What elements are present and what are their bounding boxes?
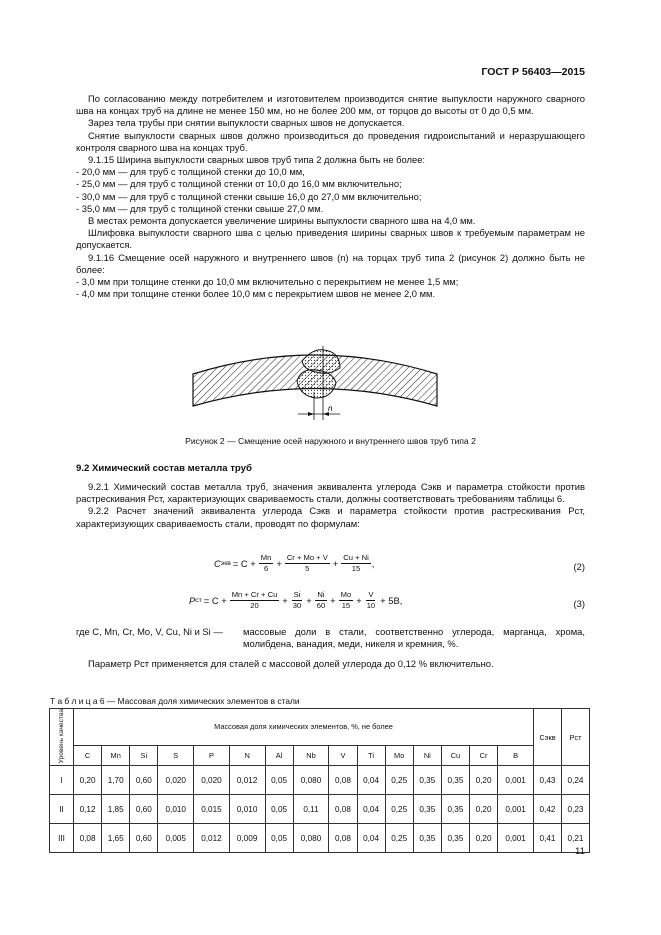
definitions-rhs: массовые доли в стали, соответственно углерода, марганца, хрома, молибдена, ванадия, меди, никеля и кремния, %. <box>243 626 585 650</box>
paragraph: 9.1.15 Ширина выпуклости сварных швов труб типа 2 должна быть не более: <box>88 154 426 166</box>
value-cell: 0,35 <box>413 824 441 853</box>
formula-pst: P ст = C + $\frac{Mn + Cr + Cu}{20}$ + $\frac{Si}{30}$ + $\frac{Ni}{60}$ + $\frac{Mo}{15}$ + $\frac{V}{10}$ + 5B, (3) <box>189 590 585 610</box>
value-cell: 0,35 <box>441 795 469 824</box>
value-cell: 0,08 <box>329 795 357 824</box>
level-cell: III <box>50 824 74 853</box>
element-header: Ti <box>357 745 385 765</box>
formula-lhs-symbol: P <box>189 595 196 606</box>
fraction: $\frac{Mn}{6}$ <box>260 553 272 573</box>
element-header: B <box>498 745 534 765</box>
list-item: - 4,0 мм при толщине стенки более 10,0 мм с перекрытием швов не менее 2,0 мм. <box>76 288 436 300</box>
element-header: S <box>158 745 194 765</box>
paragraph: По согласованию между потребителем и изготовителем производится снятие выпуклости наружного сварного шва на концах труб на длине не менее 150 мм, но не более 200 мм, от торцов до высоты от 0 до 0,5 мм. <box>76 93 585 117</box>
value-cell: 0,010 <box>158 795 194 824</box>
body-text <box>76 93 585 300</box>
formula-tail: + 5B, <box>380 595 403 606</box>
table-row <box>50 795 590 824</box>
formula-number: (3) <box>573 598 585 609</box>
paragraph: Шлифовка выпуклости сварного шва с целью приведения ширины сварных швов к требуемым параметрам не допускается. <box>76 227 585 251</box>
value-cell: 1,65 <box>102 824 130 853</box>
list-item: - 3,0 мм при толщине стенки до 10,0 мм включительно с перекрытием не менее 1,5 мм; <box>76 276 459 288</box>
level-cell: II <box>50 795 74 824</box>
value-cell: 0,015 <box>194 795 230 824</box>
table-row <box>50 766 590 795</box>
figure-caption: Рисунок 2 — Смещение осей наружного и внутреннего швов труб типа 2 <box>185 436 476 446</box>
page-number: 11 <box>575 846 585 857</box>
group-header: Массовая доля химических элементов, %, не более <box>74 709 534 746</box>
formula-tail: , <box>371 558 375 569</box>
value-cell: 0,001 <box>498 795 534 824</box>
formula-lead: = C + <box>232 558 256 569</box>
value-cell: 0,05 <box>265 766 293 795</box>
pst-header: Pст <box>562 709 590 766</box>
formula-number: (2) <box>573 561 585 572</box>
value-cell: 0,20 <box>470 824 498 853</box>
value-cell: 0,25 <box>385 824 413 853</box>
fraction: $\frac{Mo}{15}$ <box>340 590 352 610</box>
value-cell: 0,08 <box>74 824 102 853</box>
formula-lhs-symbol: C <box>214 558 221 569</box>
weld-offset-figure <box>190 338 440 428</box>
element-header: C <box>74 745 102 765</box>
value-cell: 1,70 <box>102 766 130 795</box>
value-cell: 0,11 <box>293 795 329 824</box>
value-cell: 0,009 <box>229 824 265 853</box>
paragraph: 9.2.2 Расчет значений эквивалента углерода Cэкв и параметра стойкости против растрескивания Pст, характеризующих свариваемость стали, проводят по формулам: <box>76 505 585 529</box>
value-cell: 0,020 <box>158 766 194 795</box>
fraction: $\frac{Cu + Ni}{15}$ <box>343 553 369 573</box>
paragraph: 9.2.1 Химический состав металла труб, значения эквивалента углерода Cэкв и параметра стойкости против растрескивания Pст, характеризующих свариваемость стали, должны соответствовать требованиям таблицы 6. <box>76 481 585 505</box>
value-cell: 0,05 <box>265 795 293 824</box>
value-cell: 0,04 <box>357 795 385 824</box>
value-cell: 0,60 <box>130 766 158 795</box>
formula-lead: = C + <box>203 595 227 606</box>
element-header: V <box>329 745 357 765</box>
fraction: $\frac{Ni}{60}$ <box>316 590 326 610</box>
param-note: Параметр Pст применяется для сталей с массовой долей углерода до 0,12 % включительно. <box>88 658 494 669</box>
element-header: Cu <box>441 745 469 765</box>
formula-lhs-subscript: экв <box>220 560 231 567</box>
value-cell: 0,001 <box>498 824 534 853</box>
paragraph: Снятие выпуклости сварных швов должно производиться до проведения гидроиспытаний и неразрушающего контроля сварного шва на концах труб. <box>76 129 585 153</box>
value-cell: 0,012 <box>194 824 230 853</box>
value-cell: 0,20 <box>74 766 102 795</box>
value-cell: 0,35 <box>441 766 469 795</box>
value-cell: 0,20 <box>470 766 498 795</box>
value-cell: 0,001 <box>498 766 534 795</box>
cekv-cell: 0,43 <box>534 766 562 795</box>
dimension-arrow <box>308 412 314 416</box>
element-header: Si <box>130 745 158 765</box>
standard-number: ГОСТ Р 56403—2015 <box>481 66 585 78</box>
pst-cell: 0,24 <box>562 766 590 795</box>
fraction: $\frac{Si}{30}$ <box>292 590 302 610</box>
value-cell: 0,080 <box>293 824 329 853</box>
paragraph: В местах ремонта допускается увеличение ширины выпуклости сварного шва на 4,0 мм. <box>88 215 476 227</box>
value-cell: 0,35 <box>441 824 469 853</box>
element-header: N <box>229 745 265 765</box>
element-header: Mo <box>385 745 413 765</box>
table-title: Т а б л и ц а 6 — Массовая доля химических элементов в стали <box>50 696 300 706</box>
value-cell: 0,12 <box>74 795 102 824</box>
value-cell: 0,35 <box>413 766 441 795</box>
fraction: $\frac{V}{10}$ <box>366 590 376 610</box>
value-cell: 0,012 <box>229 766 265 795</box>
element-header: Cr <box>470 745 498 765</box>
value-cell: 0,35 <box>413 795 441 824</box>
definitions-lhs: где C, Mn, Cr, Mo, V, Cu, Ni и Si — <box>76 626 223 637</box>
cekv-cell: 0,41 <box>534 824 562 853</box>
value-cell: 1,85 <box>102 795 130 824</box>
cekv-cell: 0,42 <box>534 795 562 824</box>
value-cell: 0,010 <box>229 795 265 824</box>
offset-label-n: n <box>328 404 333 413</box>
value-cell: 0,20 <box>470 795 498 824</box>
value-cell: 0,05 <box>265 824 293 853</box>
list-item: - 30,0 мм — для труб с толщиной стенки свыше 16,0 до 27,0 мм включительно; <box>76 190 422 202</box>
element-header: Ni <box>413 745 441 765</box>
value-cell: 0,25 <box>385 795 413 824</box>
value-cell: 0,020 <box>194 766 230 795</box>
cekv-header: Cэкв <box>534 709 562 766</box>
section-heading: 9.2 Химический состав металла труб <box>76 463 252 474</box>
value-cell: 0,60 <box>130 795 158 824</box>
section-text <box>76 481 585 530</box>
level-cell: I <box>50 766 74 795</box>
value-cell: 0,080 <box>293 766 329 795</box>
list-item: - 35,0 мм — для труб с толщиной стенки свыше 27,0 мм. <box>76 202 324 214</box>
element-header: Al <box>265 745 293 765</box>
level-header: Уровень качества <box>57 709 65 764</box>
value-cell: 0,04 <box>357 766 385 795</box>
value-cell: 0,04 <box>357 824 385 853</box>
pst-cell: 0,21 <box>562 824 590 853</box>
value-cell: 0,08 <box>329 766 357 795</box>
element-header: P <box>194 745 230 765</box>
element-header: Nb <box>293 745 329 765</box>
fraction: $\frac{Cr + Mo + V}{5}$ <box>286 553 328 573</box>
list-item: - 20,0 мм — для труб с толщиной стенки до 10,0 мм, <box>76 166 305 178</box>
value-cell: 0,60 <box>130 824 158 853</box>
element-header: Mn <box>102 745 130 765</box>
list-item: - 25,0 мм — для труб с толщиной стенки от 10,0 до 16,0 мм включительно; <box>76 178 402 190</box>
formula-lhs-subscript: ст <box>195 597 202 604</box>
element-header-row <box>50 745 590 765</box>
value-cell: 0,25 <box>385 766 413 795</box>
pst-cell: 0,23 <box>562 795 590 824</box>
value-cell: 0,005 <box>158 824 194 853</box>
value-cell: 0,08 <box>329 824 357 853</box>
formula-cekv: C экв = C + $\frac{Mn}{6}$ + $\frac{Cr + Mo + V}{5}$ + $\frac{Cu + Ni}{15}$ , (2) <box>214 553 585 573</box>
table-row <box>50 824 590 853</box>
fraction: $\frac{Mn + Cr + Cu}{20}$ <box>231 590 278 610</box>
chemical-composition-table <box>49 708 590 853</box>
paragraph: 9.1.16 Смещение осей наружного и внутреннего швов (n) на торцах труб типа 2 (рисунок 2) должно быть не более: <box>76 251 585 275</box>
paragraph: Зарез тела трубы при снятии выпуклости сварных швов не допускается. <box>88 117 405 129</box>
level-header-cell <box>50 709 74 766</box>
